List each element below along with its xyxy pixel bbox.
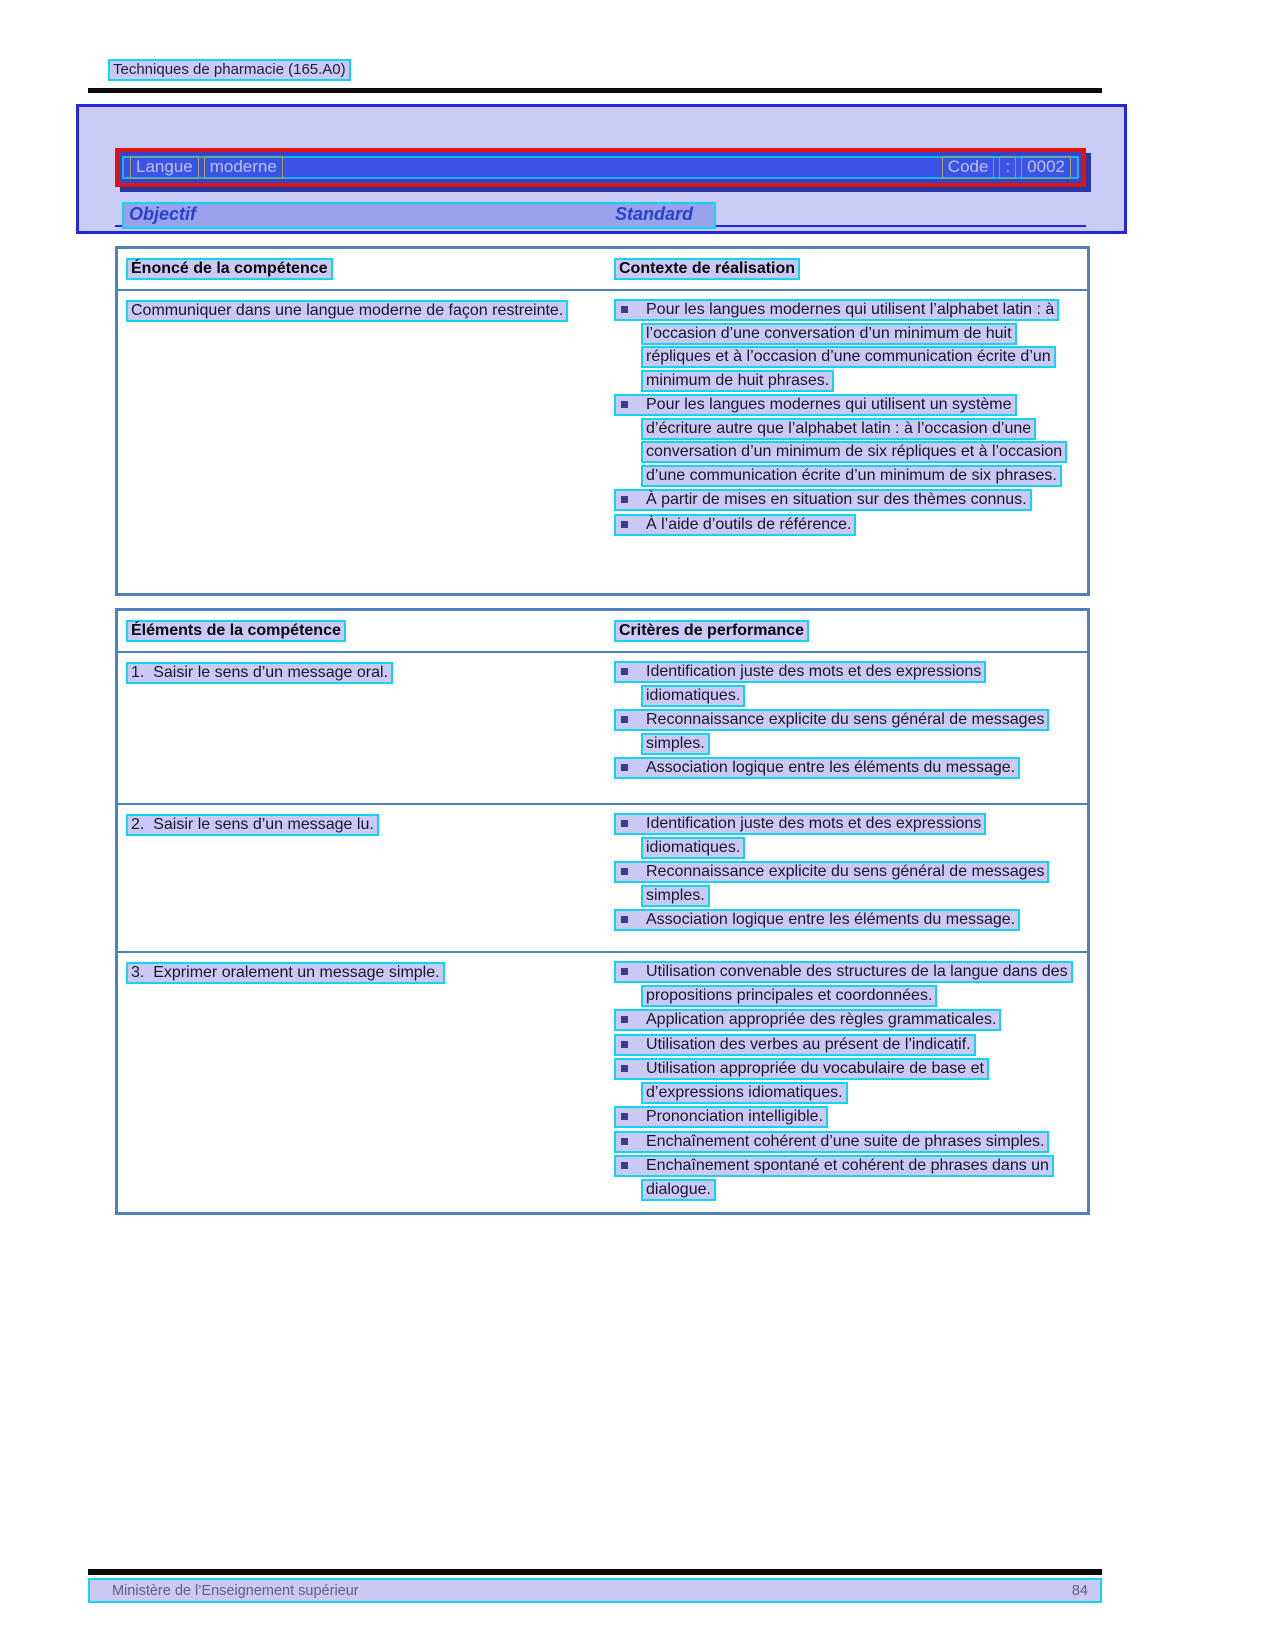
critere-text: Utilisation appropriée du vocabulaire de base et d’expressions idiomatiques. <box>614 1058 989 1104</box>
critere-text: Reconnaissance explicite du sens général de messages simples. <box>614 861 1049 907</box>
table-row <box>118 953 1087 1212</box>
critere-text: Association logique entre les éléments du message. <box>614 909 1020 931</box>
list-item <box>614 1057 1077 1104</box>
banner-code-words <box>942 156 1071 179</box>
column-header: Énoncé de la compétence <box>126 258 333 280</box>
footer-rule <box>88 1569 1102 1575</box>
running-header <box>108 61 351 78</box>
banner-word: moderne <box>204 156 283 179</box>
element-cell <box>118 653 605 803</box>
list-item <box>614 1105 1077 1129</box>
critere-text: Utilisation des verbes au présent de l’indicatif. <box>614 1034 976 1056</box>
critere-text: Identification juste des mots et des expressions idiomatiques. <box>614 661 986 707</box>
table-row <box>118 653 1087 805</box>
banner-word: Langue <box>130 156 199 179</box>
criteres-list <box>605 660 1081 780</box>
critere-text: Enchaînement spontané et cohérent de phrases dans un dialogue. <box>614 1155 1054 1201</box>
list-item <box>614 960 1077 1007</box>
list-item <box>614 488 1077 512</box>
contexte-item-text: Pour les langues modernes qui utilisent un système d’écriture autre que l’alphabet latin : à l’occasion d’une conversation d’un minimum de six répliques et à l’occasion d’une communication écrite d’un minimum de six phrases. <box>614 394 1067 487</box>
list-item <box>614 1154 1077 1201</box>
list-item <box>614 1033 1077 1057</box>
list-item <box>614 908 1077 932</box>
criteres-list <box>605 812 1081 932</box>
critere-text: Reconnaissance explicite du sens général de messages simples. <box>614 709 1049 755</box>
contexte-cell <box>605 291 1087 537</box>
course-title-banner <box>115 148 1086 187</box>
element-text: 1. Saisir le sens d’un message oral. <box>126 662 393 684</box>
column-header: Éléments de la compétence <box>126 620 346 642</box>
column-header: Contexte de réalisation <box>614 258 800 280</box>
critere-text: Application appropriée des règles grammaticales. <box>614 1009 1001 1031</box>
critere-text: Utilisation convenable des structures de la langue dans des propositions principales et coordonnées. <box>614 961 1073 1007</box>
list-item <box>614 812 1077 859</box>
banner-word: 0002 <box>1021 156 1071 179</box>
standard-heading: Standard <box>615 204 694 224</box>
critere-text: Association logique entre les éléments du message. <box>614 757 1020 779</box>
table-header-row <box>118 611 1087 653</box>
page-footer <box>88 1578 1102 1603</box>
competence-table <box>115 246 1090 596</box>
banner-word: : <box>999 156 1016 179</box>
contexte-item-text: Pour les langues modernes qui utilisent l’alphabet latin : à l’occasion d’une conversation d’un minimum de huit répliques et à l’occasion d’une communication écrite d’un minimum de huit phrases. <box>614 299 1059 392</box>
header-rule <box>88 88 1102 93</box>
banner-text-line <box>122 156 1079 179</box>
enonce-text: Communiquer dans une langue moderne de façon restreinte. <box>126 300 568 322</box>
table-row <box>118 291 1087 537</box>
list-item <box>614 756 1077 780</box>
list-item <box>614 393 1077 487</box>
element-text: 3. Exprimer oralement un message simple. <box>126 962 445 984</box>
element-cell <box>118 805 605 951</box>
table-header-cell <box>605 260 1087 278</box>
contexte-item-text: À l’aide d’outils de référence. <box>614 514 856 536</box>
contexte-item-text: À partir de mises en situation sur des thèmes connus. <box>614 489 1032 511</box>
elements-table <box>115 608 1090 1215</box>
criteres-list <box>605 960 1081 1201</box>
running-header-text: Techniques de pharmacie (165.A0) <box>108 59 351 81</box>
criteres-cell <box>605 805 1087 951</box>
banner-word: Code <box>942 156 995 179</box>
table-header-cell <box>605 622 1087 640</box>
element-cell <box>118 953 605 1202</box>
table-row <box>118 805 1087 953</box>
list-item <box>614 708 1077 755</box>
table-header-cell <box>118 260 605 278</box>
table-header-cell <box>118 622 605 640</box>
footer-ministry-text: Ministère de l’Enseignement supérieur <box>112 1582 359 1599</box>
footer-page-number: 84 <box>1071 1582 1088 1599</box>
list-item <box>614 298 1077 392</box>
column-header: Critères de performance <box>614 620 809 642</box>
table-header-row <box>118 249 1087 291</box>
list-item <box>614 1008 1077 1032</box>
list-item <box>614 1130 1077 1154</box>
contexte-list <box>605 298 1081 536</box>
critere-text: Enchaînement cohérent d’une suite de phrases simples. <box>614 1131 1049 1153</box>
criteres-cell <box>605 953 1087 1202</box>
critere-text: Prononciation intelligible. <box>614 1106 828 1128</box>
critere-text: Identification juste des mots et des expressions idiomatiques. <box>614 813 986 859</box>
list-item <box>614 860 1077 907</box>
banner-title-words <box>130 156 283 179</box>
objectif-heading: Objectif <box>129 204 197 224</box>
criteres-cell <box>605 653 1087 803</box>
section-heading-row <box>122 202 716 229</box>
enonce-cell <box>118 291 605 537</box>
list-item <box>614 660 1077 707</box>
title-panel <box>76 104 1127 234</box>
list-item <box>614 513 1077 537</box>
element-text: 2. Saisir le sens d’un message lu. <box>126 814 379 836</box>
